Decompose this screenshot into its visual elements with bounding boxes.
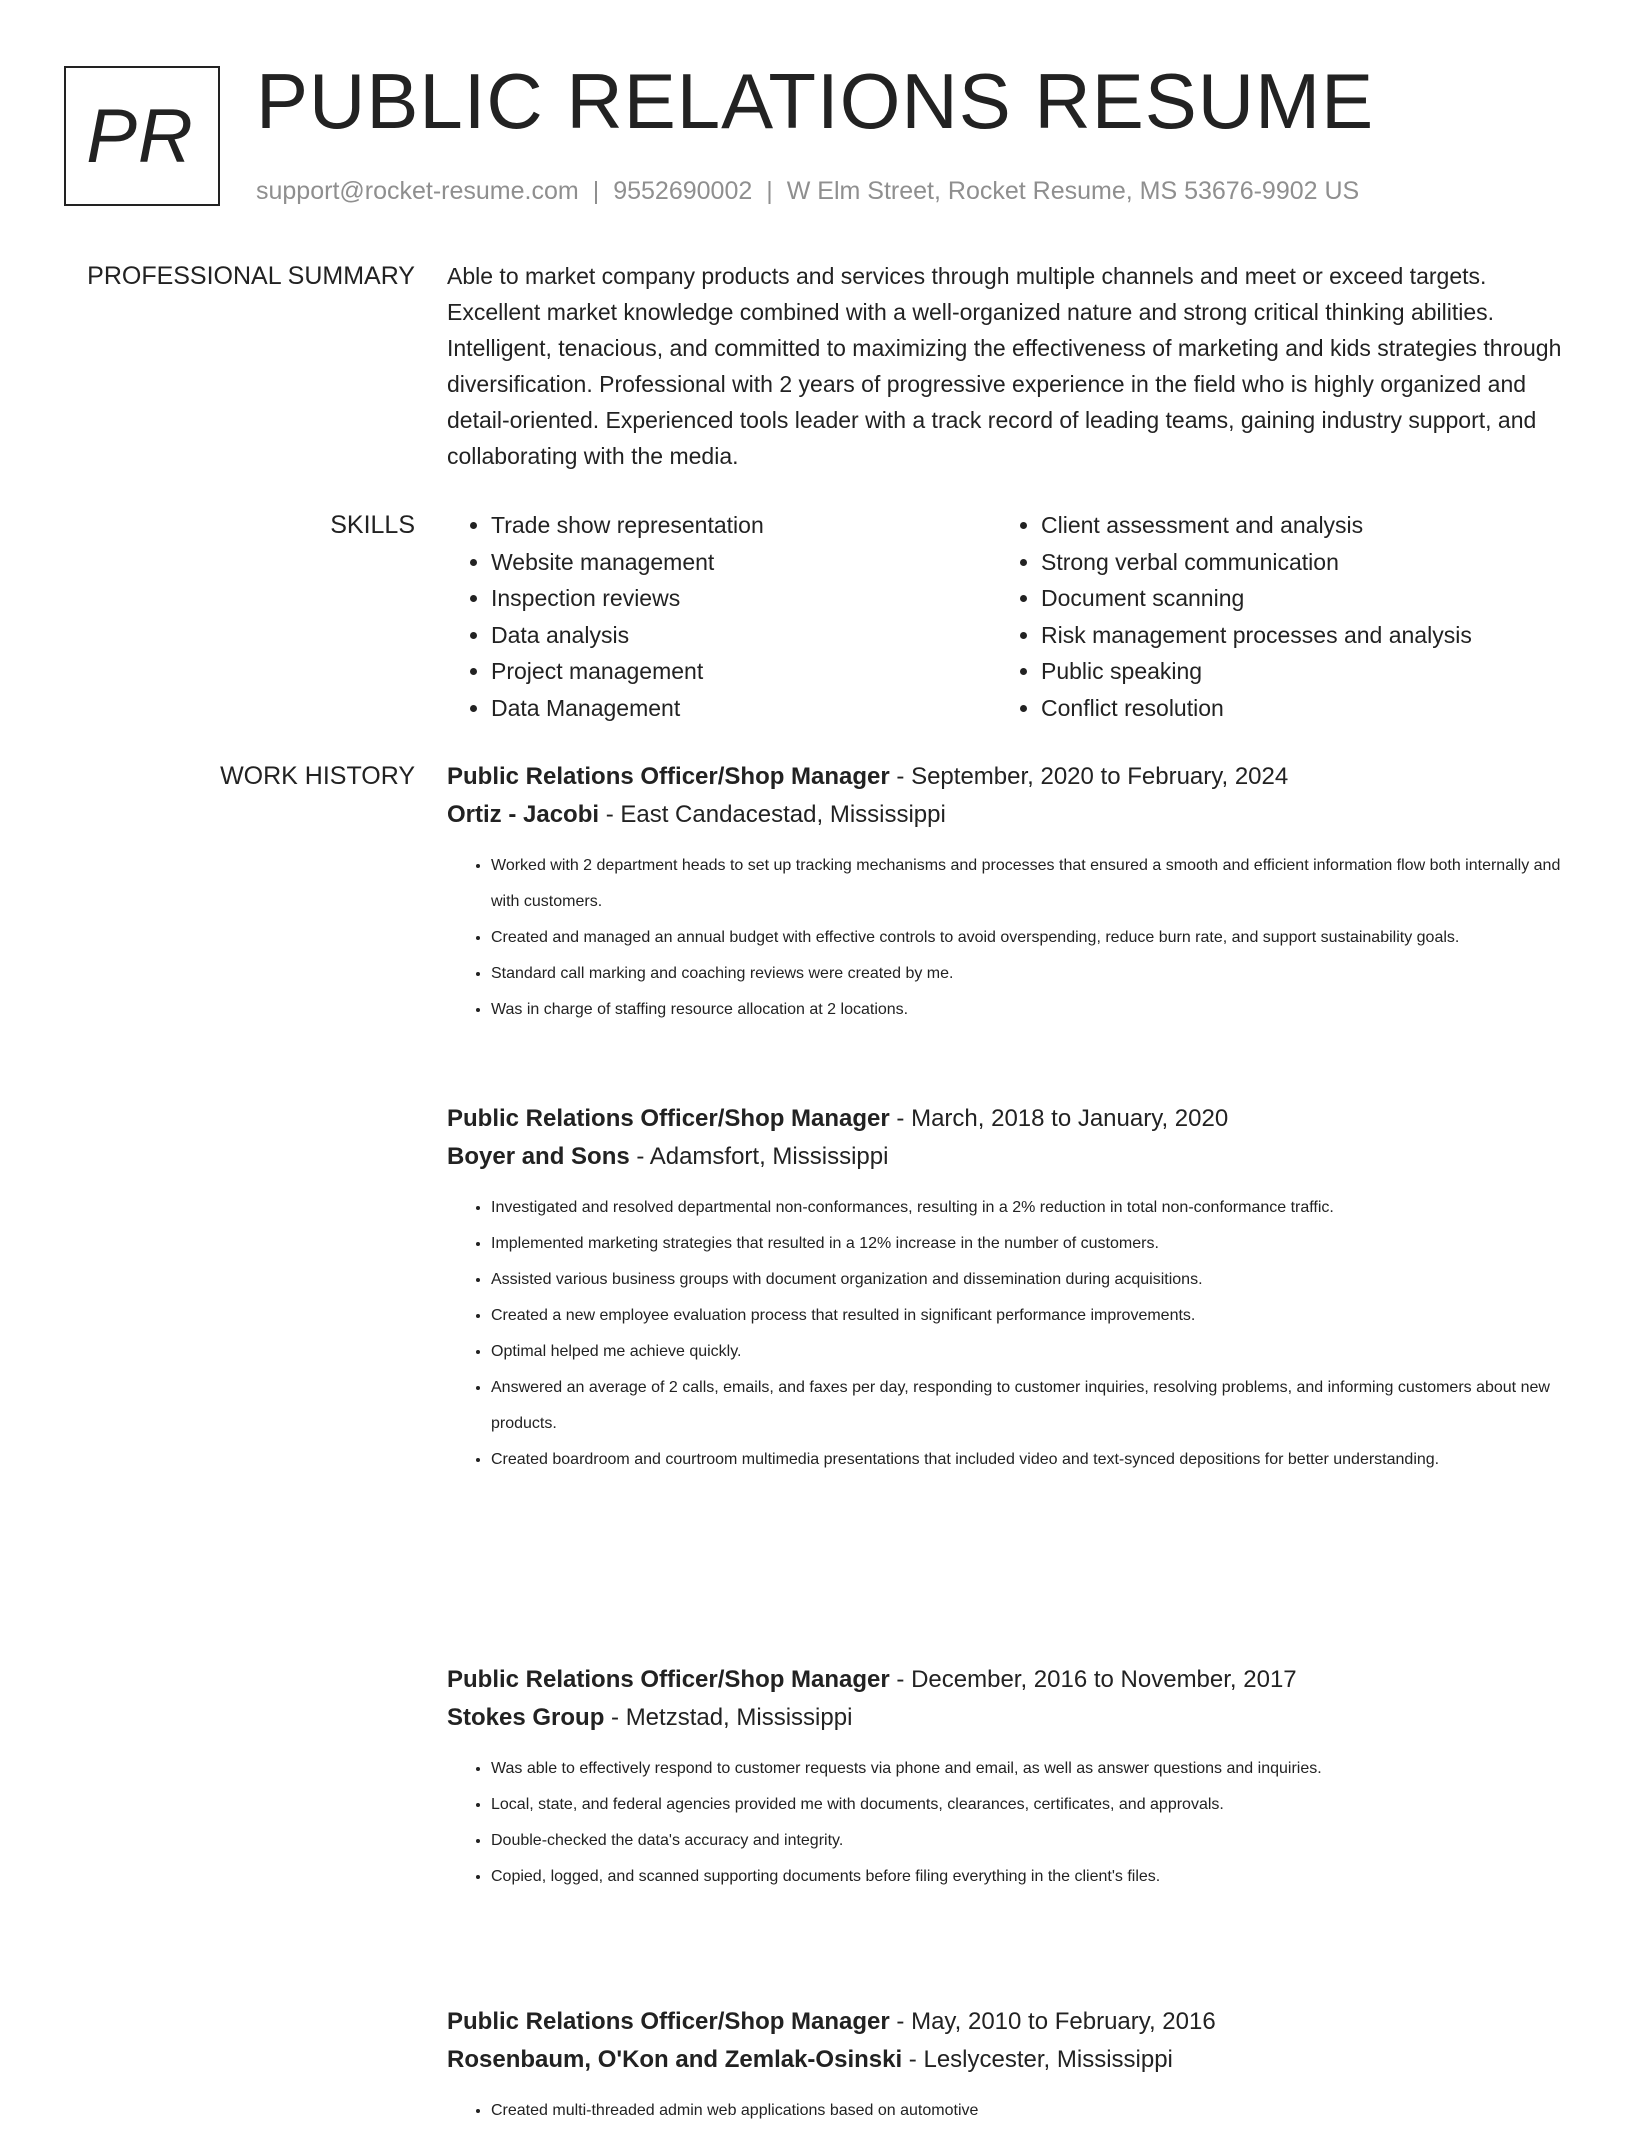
job-title: Public Relations Officer/Shop Manager (447, 763, 890, 790)
job-title: Public Relations Officer/Shop Manager (447, 2008, 890, 2035)
skill-item: • Client assessment and analysis (1041, 507, 1561, 544)
job-entry (447, 1661, 1562, 1895)
work-history-heading: WORK HISTORY (220, 762, 415, 790)
job-bullet: • Standard call marking and coaching reviews were created by me. (491, 956, 1562, 992)
job-bullet: • Created and managed an annual budget with effective controls to avoid overspending, reduce burn rate, and support sustainability goals. (491, 920, 1562, 956)
job-bullet: • Optimal helped me achieve quickly. (491, 1334, 1562, 1370)
contact-email: support@rocket-resume.com (256, 177, 579, 205)
job-dates: - May, 2010 to February, 2016 (889, 2008, 1216, 2035)
job-dates: - March, 2018 to January, 2020 (889, 1105, 1229, 1132)
job-title: Public Relations Officer/Shop Manager (447, 1666, 890, 1693)
job-bullet: • Assisted various business groups with document organization and dissemination during acquisitions. (491, 1262, 1562, 1298)
skill-item: • Website management (491, 544, 997, 581)
job-bullets (447, 2093, 1562, 2129)
skill-item: • Inspection reviews (491, 580, 997, 617)
job-title-line (447, 1100, 1562, 1138)
skill-item: • Trade show representation (491, 507, 997, 544)
skill-item: • Document scanning (1041, 580, 1561, 617)
job-company: Boyer and Sons (447, 1143, 630, 1170)
job-bullets (447, 1190, 1562, 1478)
summary-heading: PROFESSIONAL SUMMARY (87, 262, 415, 290)
job-company-line (447, 1699, 1562, 1737)
job-bullet: • Worked with 2 department heads to set up tracking mechanisms and processes that ensured a smooth and efficient information flow both internally and with customers. (491, 848, 1562, 920)
resume-title: PUBLIC RELATIONS RESUME (256, 57, 1375, 145)
job-company: Stokes Group (447, 1704, 605, 1731)
job-company: Rosenbaum, O'Kon and Zemlak-Osinski (447, 2046, 903, 2073)
summary-body (447, 258, 1562, 474)
job-bullet: • Copied, logged, and scanned supporting documents before filing everything in the client's files. (491, 1859, 1562, 1895)
skills-list-right (997, 507, 1561, 726)
job-entry (447, 758, 1562, 1028)
skill-item: • Data analysis (491, 617, 997, 654)
job-title-line (447, 758, 1562, 796)
job-bullet: • Implemented marketing strategies that resulted in a 12% increase in the number of customers. (491, 1226, 1562, 1262)
monogram-box (64, 66, 220, 206)
job-bullets (447, 848, 1562, 1028)
summary-text: Able to market company products and services through multiple channels and meet or exceed targets. Excellent market knowledge combined with a well-organized nature and strong critical thinking abilities. Intelligent, tenacious, and committed to maximizing the effectiveness of marketing and kids strategies through diversification. Professional with 2 years of progressive experience in the field who is highly organized and detail-oriented. Experienced tools leader with a track record of leading teams, gaining industry support, and collaborating with the media. (447, 263, 1562, 469)
job-location: - East Candacestad, Mississippi (599, 801, 946, 828)
skills-body (447, 507, 1562, 726)
contact-phone: 9552690002 (613, 177, 753, 205)
job-location: - Leslycester, Mississippi (902, 2046, 1173, 2073)
job-dates: - September, 2020 to February, 2024 (889, 763, 1289, 790)
monogram-initials: PR (86, 93, 194, 179)
job-bullet: • Created multi-threaded admin web applications based on automotive (491, 2093, 1562, 2129)
job-bullets (447, 1751, 1562, 1895)
job-bullet: • Local, state, and federal agencies provided me with documents, clearances, certificates, and approvals. (491, 1787, 1562, 1823)
job-bullet: • Was able to effectively respond to customer requests via phone and email, as well as answer questions and inquiries. (491, 1751, 1562, 1787)
job-bullet: • Answered an average of 2 calls, emails, and faxes per day, responding to customer inquiries, resolving problems, and informing customers about new products. (491, 1370, 1562, 1442)
skill-item: • Data Management (491, 690, 997, 727)
job-company-line (447, 796, 1562, 834)
skill-item: • Conflict resolution (1041, 690, 1561, 727)
contact-line (256, 174, 1359, 208)
job-bullet: • Created boardroom and courtroom multimedia presentations that included video and text-synced depositions for better understanding. (491, 1442, 1562, 1478)
job-title-line (447, 2003, 1562, 2041)
skill-item: • Public speaking (1041, 653, 1561, 690)
job-location: - Metzstad, Mississippi (604, 1704, 853, 1731)
job-dates: - December, 2016 to November, 2017 (889, 1666, 1297, 1693)
job-title-line (447, 1661, 1562, 1699)
skills-list-left (447, 507, 997, 726)
contact-separator: | (766, 177, 773, 205)
skill-item: • Project management (491, 653, 997, 690)
skills-heading: SKILLS (330, 511, 415, 539)
job-entry (447, 1100, 1562, 1478)
job-bullet: • Investigated and resolved departmental non-conformances, resulting in a 2% reduction in total non-conformance traffic. (491, 1190, 1562, 1226)
job-bullet: • Double-checked the data's accuracy and integrity. (491, 1823, 1562, 1859)
job-bullet: • Created a new employee evaluation process that resulted in significant performance improvements. (491, 1298, 1562, 1334)
job-company-line (447, 2041, 1562, 2079)
job-title: Public Relations Officer/Shop Manager (447, 1105, 890, 1132)
skill-item: • Risk management processes and analysis (1041, 617, 1561, 654)
job-bullet: • Was in charge of staffing resource allocation at 2 locations. (491, 992, 1562, 1028)
contact-address: W Elm Street, Rocket Resume, MS 53676-9902 US (786, 177, 1360, 205)
contact-separator: | (592, 177, 600, 205)
job-location: - Adamsfort, Mississippi (629, 1143, 889, 1170)
job-company-line (447, 1138, 1562, 1176)
job-company: Ortiz - Jacobi (447, 801, 600, 828)
job-entry (447, 2003, 1562, 2129)
skill-item: • Strong verbal communication (1041, 544, 1561, 581)
